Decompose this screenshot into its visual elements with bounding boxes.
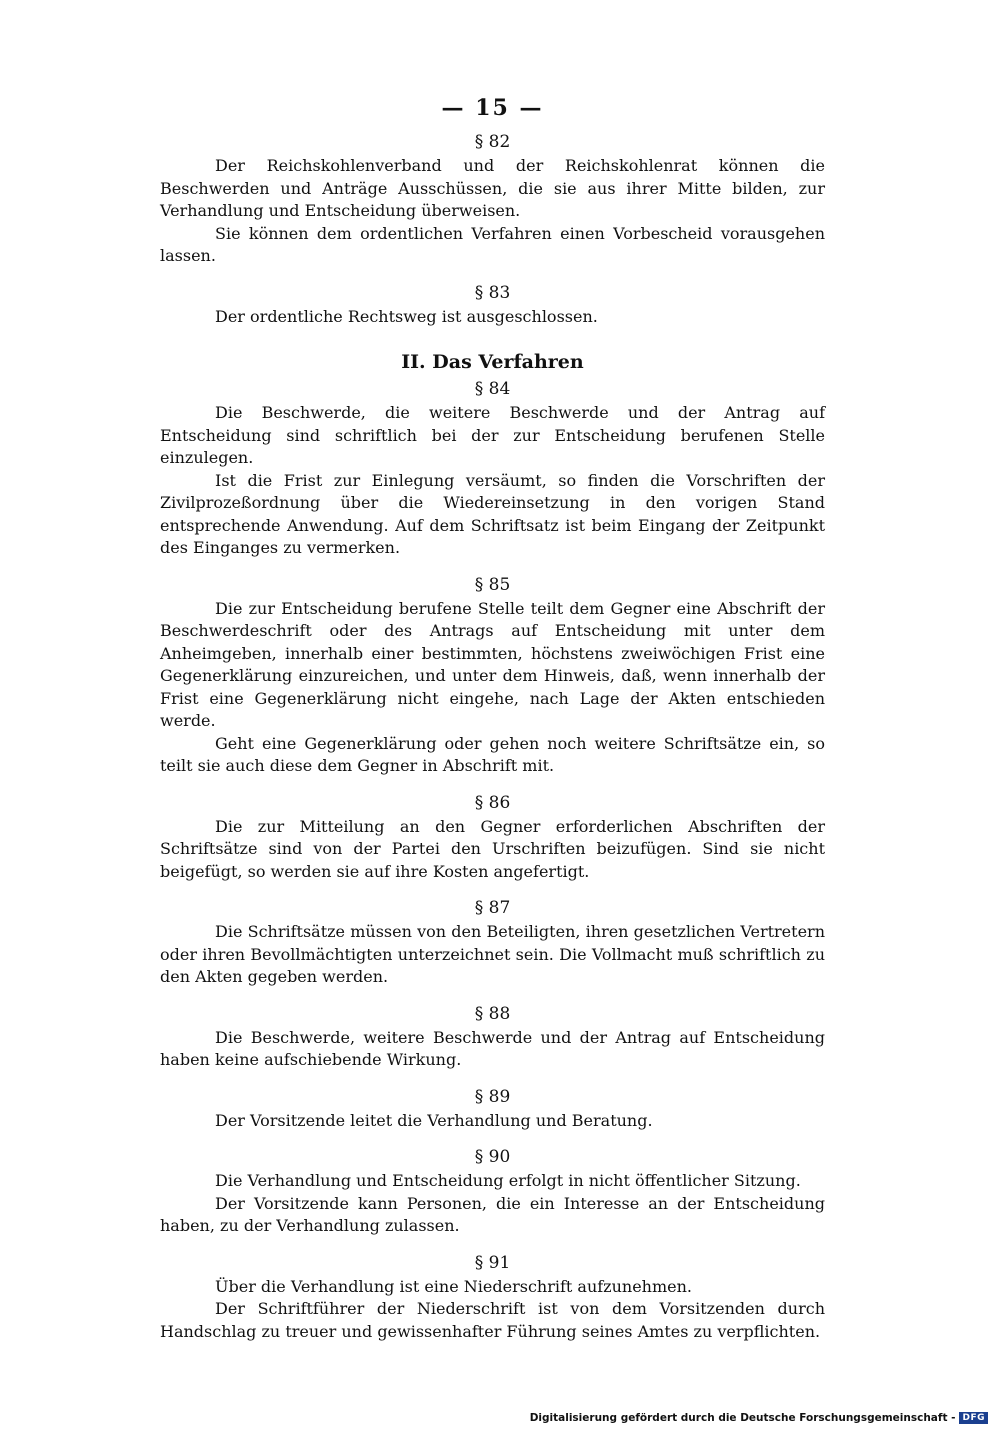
section-86 (160, 792, 825, 884)
paragraph: Die Schriftsätze müssen von den Beteiligten, ihren gesetzlichen Vertretern oder ihren Bevollmächtigten unterzeichnet sein. Die Vollmacht muß schriftlich zu den Akten gegeben werden. (160, 922, 825, 986)
section-title: § 90 (474, 1147, 511, 1167)
paragraph: Die Beschwerde, weitere Beschwerde und der Antrag auf Entscheidung haben keine aufschiebende Wirkung. (160, 1027, 825, 1069)
paragraph: Der Schriftführer der Niederschrift ist von dem Vorsitzenden durch Handschlag zu treuer und gewissenhafter Führung seines Amtes zu verpflichten. (160, 1299, 825, 1341)
paragraph: Die Verhandlung und Entscheidung erfolgt in nicht öffentlicher Sitzung. (215, 1171, 801, 1190)
digitization-footer (530, 1412, 988, 1424)
paragraph: Die Beschwerde, die weitere Beschwerde und der Antrag auf Entscheidung sind schriftlich bei der zur Entscheidung berufenen Stelle einzulegen. (160, 403, 825, 467)
document-page (160, 95, 825, 1343)
section-83 (160, 282, 825, 329)
section-title: § 91 (474, 1252, 511, 1273)
paragraph: Geht eine Gegenerklärung oder gehen noch weitere Schriftsätze ein, so teilt sie auch diese dem Gegner in Abschrift mit. (160, 733, 825, 775)
paragraph: Sie können dem ordentlichen Verfahren einen Vorbescheid vorausgehen lassen. (160, 223, 825, 265)
section-84 (160, 378, 825, 560)
paragraph: Der ordentliche Rechtsweg ist ausgeschlossen. (215, 306, 598, 326)
section-title: § 89 (474, 1086, 511, 1107)
section-90 (160, 1146, 825, 1238)
section-title: § 84 (474, 379, 511, 399)
section-91 (160, 1252, 825, 1344)
section-title: § 82 (474, 132, 511, 152)
paragraph: Die zur Mitteilung an den Gegner erforderlichen Abschriften der Schriftsätze sind von der Partei den Urschriften beizufügen. Sind sie nicht beigefügt, so werden sie auf ihre Kosten angefertigt. (160, 816, 825, 881)
paragraph: Ist die Frist zur Einlegung versäumt, so finden die Vorschriften der Zivilprozeßordnung über die Wiedereinsetzung in den vorigen Stand entsprechende Anwendung. Auf dem Schriftsatz ist beim Eingang der Zeitpunkt des Einganges zu vermerken. (160, 470, 825, 557)
paragraph: Der Reichskohlenverband und der Reichskohlenrat können die Beschwerden und Anträge Ausschüssen, die sie aus ihrer Mitte bilden, zur Verhandlung und Entscheidung überweisen. (160, 156, 825, 220)
chapter-title: II. Das Verfahren (401, 351, 584, 373)
section-title: § 83 (474, 282, 511, 303)
section-85 (160, 574, 825, 778)
paragraph: Die zur Entscheidung berufene Stelle teilt dem Gegner eine Abschrift der Beschwerdeschrift oder des Antrags auf Entscheidung mit unter dem Anheimgeben, innerhalb einer bestimmten, höchstens zweiwöchigen Frist eine Gegenerklärung einzureichen, und unter dem Hinweis, daß, wenn innerhalb der Frist eine Gegenerklärung nicht eingehe, nach Lage der Akten entschieden werde. (160, 598, 825, 730)
section-88 (160, 1003, 825, 1072)
section-title: § 88 (474, 1003, 511, 1024)
section-title: § 87 (474, 898, 511, 918)
page-number: — 15 — (441, 95, 544, 121)
dfg-logo-icon: DFG (959, 1412, 988, 1424)
section-title: § 86 (474, 792, 511, 813)
paragraph: Der Vorsitzende leitet die Verhandlung und Beratung. (215, 1110, 653, 1130)
section-title: § 85 (474, 574, 511, 595)
section-89 (160, 1086, 825, 1133)
paragraph: Der Vorsitzende kann Personen, die ein Interesse an der Entscheidung haben, zu der Verhandlung zulassen. (160, 1193, 825, 1235)
section-87 (160, 897, 825, 989)
section-82 (160, 131, 825, 268)
paragraph: Über die Verhandlung ist eine Niederschrift aufzunehmen. (215, 1276, 693, 1296)
footer-text: Digitalisierung gefördert durch die Deutsche Forschungsgemeinschaft - (529, 1412, 956, 1424)
